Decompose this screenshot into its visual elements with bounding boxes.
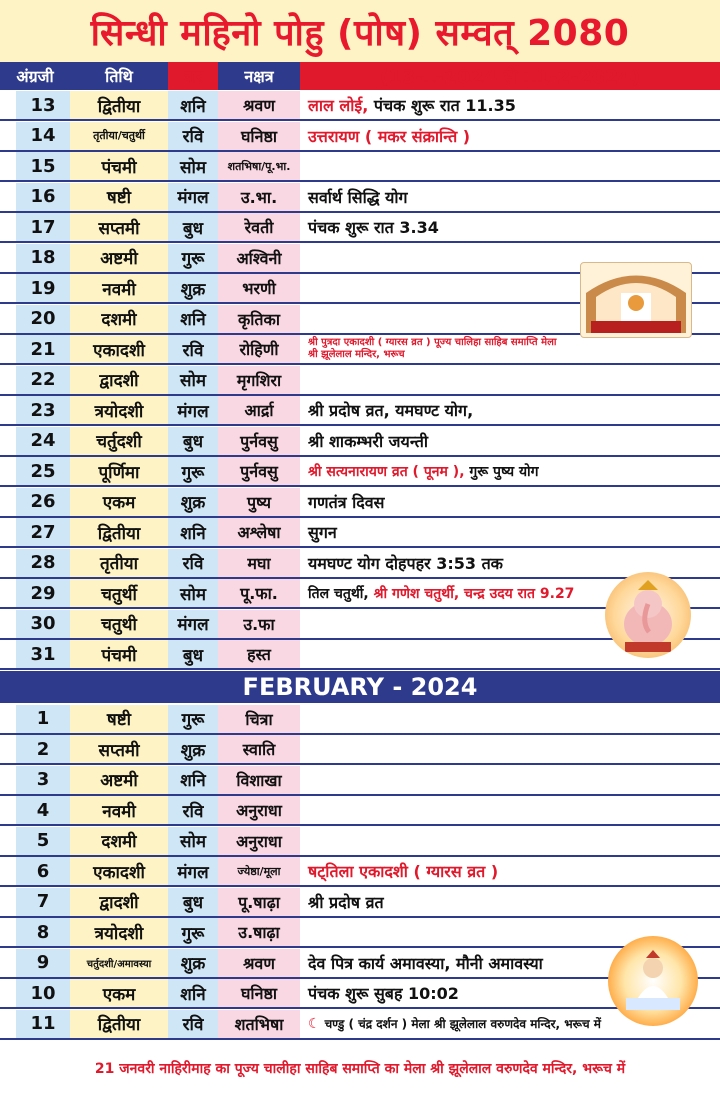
nakshatra-cell: मघा bbox=[218, 549, 300, 577]
note-text: पंचक शुरू सुबह 10:02 bbox=[308, 984, 459, 1003]
tithi-cell: एकादशी bbox=[70, 857, 168, 885]
nakshatra-cell: पू.षाढ़ा bbox=[218, 888, 300, 916]
date-cell: 8 bbox=[16, 918, 70, 946]
nakshatra-cell: रोहिणी bbox=[218, 335, 300, 363]
tithi-cell: दशमी bbox=[70, 305, 168, 333]
nakshatra-cell: कृतिका bbox=[218, 305, 300, 333]
crescent-moon-icon: ☾ bbox=[308, 1015, 321, 1032]
note-cell bbox=[300, 396, 720, 424]
date-cell: 7 bbox=[16, 888, 70, 916]
vaar-cell: गुरू bbox=[168, 244, 218, 272]
vaar-cell: सोम bbox=[168, 827, 218, 855]
vaar-cell: शनि bbox=[168, 979, 218, 1007]
vaar-cell: शुक्र bbox=[168, 949, 218, 977]
vaar-cell: गुरू bbox=[168, 705, 218, 733]
vaar-cell: रवि bbox=[168, 549, 218, 577]
nakshatra-cell: स्वाति bbox=[218, 735, 300, 763]
calendar-row bbox=[0, 549, 720, 579]
nakshatra-cell: अश्विनी bbox=[218, 244, 300, 272]
date-cell: 9 bbox=[16, 949, 70, 977]
nakshatra-cell: रेवती bbox=[218, 213, 300, 241]
date-cell: 25 bbox=[16, 457, 70, 485]
nakshatra-cell: अनुराधा bbox=[218, 796, 300, 824]
calendar-row bbox=[0, 796, 720, 826]
temple-image bbox=[580, 262, 692, 338]
vaar-cell: शनि bbox=[168, 518, 218, 546]
date-cell: 27 bbox=[16, 518, 70, 546]
vaar-cell: बुध bbox=[168, 427, 218, 455]
nakshatra-cell: आर्द्रा bbox=[218, 396, 300, 424]
vaar-cell: बुध bbox=[168, 888, 218, 916]
vaar-cell: रवि bbox=[168, 335, 218, 363]
note-text: सर्वार्थ सिद्धि योग bbox=[308, 187, 408, 207]
calendar-row bbox=[0, 91, 720, 121]
calendar-row bbox=[0, 735, 720, 765]
date-cell: 31 bbox=[16, 640, 70, 668]
date-cell: 3 bbox=[16, 766, 70, 794]
nakshatra-cell: उ.षाढ़ा bbox=[218, 918, 300, 946]
note-cell bbox=[300, 427, 720, 455]
note-cell bbox=[300, 796, 720, 824]
vaar-cell: शुक्र bbox=[168, 274, 218, 302]
ganesh-image bbox=[605, 572, 691, 658]
calendar-row bbox=[0, 122, 720, 152]
vaar-cell: सोम bbox=[168, 366, 218, 394]
vaar-cell: गुरू bbox=[168, 918, 218, 946]
calendar-row bbox=[0, 213, 720, 243]
nakshatra-cell: उ.फा bbox=[218, 610, 300, 638]
calendar-row bbox=[0, 1010, 720, 1040]
note-text: श्री सत्यनारायण व्रत ( पूनम ), गुरू पुष्य योग bbox=[308, 463, 539, 480]
date-cell: 29 bbox=[16, 579, 70, 607]
tithi-cell: नवमी bbox=[70, 796, 168, 824]
nakshatra-cell: पुर्नवसु bbox=[218, 457, 300, 485]
note-cell bbox=[300, 518, 720, 546]
tithi-cell: एकम bbox=[70, 979, 168, 1007]
note-text: तिल चतुर्थी, श्री गणेश चतुर्थी, चन्द्र उदय रात 9.27 bbox=[308, 585, 575, 602]
calendar-row bbox=[0, 152, 720, 182]
date-cell: 17 bbox=[16, 213, 70, 241]
calendar-row bbox=[0, 366, 720, 396]
nakshatra-cell: शतभिषा/पू.भा. bbox=[218, 152, 300, 180]
tithi-cell: तृतीया/चतुर्थी bbox=[70, 122, 168, 150]
note-cell bbox=[300, 705, 720, 733]
vaar-cell: सोम bbox=[168, 152, 218, 180]
nakshatra-cell: भरणी bbox=[218, 274, 300, 302]
note-line-2: श्री झूलेलाल मन्दिर, भरूच bbox=[308, 349, 405, 360]
tithi-cell: सप्तमी bbox=[70, 213, 168, 241]
note-cell bbox=[300, 122, 720, 150]
tithi-cell: चर्तुदशी bbox=[70, 427, 168, 455]
nakshatra-cell: अनुराधा bbox=[218, 827, 300, 855]
note-text: लाल लोई, पंचक शुरू रात 11.35 bbox=[308, 96, 516, 115]
header-nakshatra: नक्षत्र bbox=[218, 62, 300, 90]
vaar-cell: बुध bbox=[168, 213, 218, 241]
nakshatra-cell: विशाखा bbox=[218, 766, 300, 794]
nakshatra-cell: घनिष्ठा bbox=[218, 979, 300, 1007]
tithi-cell: पंचमी bbox=[70, 640, 168, 668]
date-cell: 20 bbox=[16, 305, 70, 333]
vaar-cell: मंगल bbox=[168, 610, 218, 638]
nakshatra-cell: चित्रा bbox=[218, 705, 300, 733]
date-cell: 14 bbox=[16, 122, 70, 150]
note-cell bbox=[300, 857, 720, 885]
note-line-1: श्री पुत्रदा एकादशी ( ग्यारस व्रत ) पूज्य चालिहा साहिब समाप्ति मेला bbox=[308, 337, 557, 348]
note-cell bbox=[300, 152, 720, 180]
date-cell: 23 bbox=[16, 396, 70, 424]
tithi-cell: द्वादशी bbox=[70, 888, 168, 916]
header-tithi: तिथि bbox=[70, 62, 168, 90]
calendar-row bbox=[0, 335, 720, 365]
note-text: पंचक शुरू रात 3.34 bbox=[308, 218, 439, 237]
calendar-row bbox=[0, 518, 720, 548]
nakshatra-cell: ज्येष्ठा/मूला bbox=[218, 857, 300, 885]
note-text: यमघण्ट योग दोहपहर 3:53 तक bbox=[308, 553, 503, 573]
date-cell: 5 bbox=[16, 827, 70, 855]
nakshatra-cell: श्रवण bbox=[218, 949, 300, 977]
note-cell bbox=[300, 335, 720, 363]
header-date-range: (13-1-2024 से 11-2-2024) bbox=[300, 62, 720, 90]
tithi-cell: एकादशी bbox=[70, 335, 168, 363]
date-cell: 4 bbox=[16, 796, 70, 824]
calendar-row bbox=[0, 918, 720, 948]
date-cell: 30 bbox=[16, 610, 70, 638]
note-text: सुगन bbox=[308, 523, 337, 542]
date-cell: 13 bbox=[16, 91, 70, 119]
note-cell bbox=[300, 366, 720, 394]
header-date: अंग्रजी bbox=[0, 62, 70, 90]
note-text: गणतंत्र दिवस bbox=[308, 492, 385, 512]
calendar-row bbox=[0, 766, 720, 796]
tithi-cell: सप्तमी bbox=[70, 735, 168, 763]
tithi-cell: द्वितीया bbox=[70, 518, 168, 546]
date-cell: 11 bbox=[16, 1010, 70, 1038]
vaar-cell: शनि bbox=[168, 305, 218, 333]
footer-note: 21 जनवरी नाहिरीमाह का पूज्य चालीहा साहिब समाप्ति का मेला श्री झूलेलाल वरुणदेव मन्दिर, भरूच में bbox=[94, 1060, 626, 1077]
tithi-cell: षष्टी bbox=[70, 705, 168, 733]
nakshatra-cell: पू.फा. bbox=[218, 579, 300, 607]
note-cell bbox=[300, 183, 720, 211]
tithi-cell: चतुर्थी bbox=[70, 579, 168, 607]
nakshatra-cell: उ.भा. bbox=[218, 183, 300, 211]
note-cell bbox=[300, 488, 720, 516]
header-vaar: वार bbox=[168, 62, 218, 90]
note-text: उत्तरायण ( मकर संक्रान्ति ) bbox=[308, 126, 471, 146]
nakshatra-cell: पुष्य bbox=[218, 488, 300, 516]
calendar-row bbox=[0, 457, 720, 487]
date-cell: 18 bbox=[16, 244, 70, 272]
note-text: श्री प्रदोष व्रत, यमघण्ट योग, bbox=[308, 401, 474, 420]
note-cell bbox=[300, 735, 720, 763]
calendar-row bbox=[0, 183, 720, 213]
note-cell bbox=[300, 91, 720, 119]
vaar-cell: शनि bbox=[168, 91, 218, 119]
vaar-cell: मंगल bbox=[168, 857, 218, 885]
date-cell: 19 bbox=[16, 274, 70, 302]
tithi-cell: त्रयोदशी bbox=[70, 918, 168, 946]
vaar-cell: रवि bbox=[168, 1010, 218, 1038]
vaar-cell: बुध bbox=[168, 640, 218, 668]
note-cell bbox=[300, 213, 720, 241]
nakshatra-cell: शतभिषा bbox=[218, 1010, 300, 1038]
date-cell: 6 bbox=[16, 857, 70, 885]
date-cell: 24 bbox=[16, 427, 70, 455]
tithi-cell: त्रयोदशी bbox=[70, 396, 168, 424]
vaar-cell: मंगल bbox=[168, 396, 218, 424]
nakshatra-cell: हस्त bbox=[218, 640, 300, 668]
nakshatra-cell: अश्लेषा bbox=[218, 518, 300, 546]
february-band: FEBRUARY - 2024 bbox=[0, 671, 720, 703]
vaar-cell: गुरू bbox=[168, 457, 218, 485]
tithi-cell: द्वितीया bbox=[70, 91, 168, 119]
vaar-cell: शुक्र bbox=[168, 488, 218, 516]
nakshatra-cell: मृगशिरा bbox=[218, 366, 300, 394]
tithi-cell: दशमी bbox=[70, 827, 168, 855]
nakshatra-cell: श्रवण bbox=[218, 91, 300, 119]
calendar-row bbox=[0, 427, 720, 457]
vaar-cell: रवि bbox=[168, 122, 218, 150]
nakshatra-cell: पुर्नवसु bbox=[218, 427, 300, 455]
tithi-cell: तृतीया bbox=[70, 549, 168, 577]
tithi-cell: पूर्णिमा bbox=[70, 457, 168, 485]
date-cell: 28 bbox=[16, 549, 70, 577]
note-text: षट्तिला एकादशी ( ग्यारस व्रत ) bbox=[308, 862, 499, 881]
date-cell: 1 bbox=[16, 705, 70, 733]
calendar-row bbox=[0, 640, 720, 670]
vaar-cell: मंगल bbox=[168, 183, 218, 211]
note-text: चण्डु ( चंद्र दर्शन ) मेला श्री झूलेलाल वरुणदेव मन्दिर, भरूच में bbox=[324, 1017, 601, 1031]
nakshatra-cell: घनिष्ठा bbox=[218, 122, 300, 150]
tithi-cell: पंचमी bbox=[70, 152, 168, 180]
tithi-cell: चतुथी bbox=[70, 610, 168, 638]
tithi-cell: द्वितीया bbox=[70, 1010, 168, 1038]
page-title: सिन्धी महिनो पोहु (पोष) सम्वत् 2080 bbox=[0, 0, 720, 62]
calendar-row bbox=[0, 396, 720, 426]
note-text: श्री शाकम्भरी जयन्ती bbox=[308, 431, 429, 451]
tithi-cell: द्वादशी bbox=[70, 366, 168, 394]
note-text: श्री प्रदोष व्रत bbox=[308, 892, 384, 912]
tithi-cell: अष्टमी bbox=[70, 244, 168, 272]
date-cell: 2 bbox=[16, 735, 70, 763]
tithi-cell: षष्टी bbox=[70, 183, 168, 211]
tithi-cell: अष्टमी bbox=[70, 766, 168, 794]
date-cell: 22 bbox=[16, 366, 70, 394]
calendar-row bbox=[0, 888, 720, 918]
vaar-cell: शनि bbox=[168, 766, 218, 794]
calendar-row bbox=[0, 705, 720, 735]
note-cell bbox=[300, 888, 720, 916]
note-text: देव पित्र कार्य अमावस्या, मौनी अमावस्या bbox=[308, 953, 543, 973]
note-cell bbox=[300, 457, 720, 485]
date-cell: 16 bbox=[16, 183, 70, 211]
tithi-cell: चर्तुदशी/अमावस्या bbox=[70, 949, 168, 977]
vaar-cell: सोम bbox=[168, 579, 218, 607]
calendar-row bbox=[0, 857, 720, 887]
vaar-cell: रवि bbox=[168, 796, 218, 824]
vaar-cell: शुक्र bbox=[168, 735, 218, 763]
calendar-row bbox=[0, 827, 720, 857]
date-cell: 15 bbox=[16, 152, 70, 180]
note-cell bbox=[300, 766, 720, 794]
tithi-cell: एकम bbox=[70, 488, 168, 516]
date-cell: 26 bbox=[16, 488, 70, 516]
date-cell: 10 bbox=[16, 979, 70, 1007]
tithi-cell: नवमी bbox=[70, 274, 168, 302]
note-cell bbox=[300, 827, 720, 855]
date-cell: 21 bbox=[16, 335, 70, 363]
calendar-row bbox=[0, 488, 720, 518]
jhulelal-image bbox=[608, 936, 698, 1026]
